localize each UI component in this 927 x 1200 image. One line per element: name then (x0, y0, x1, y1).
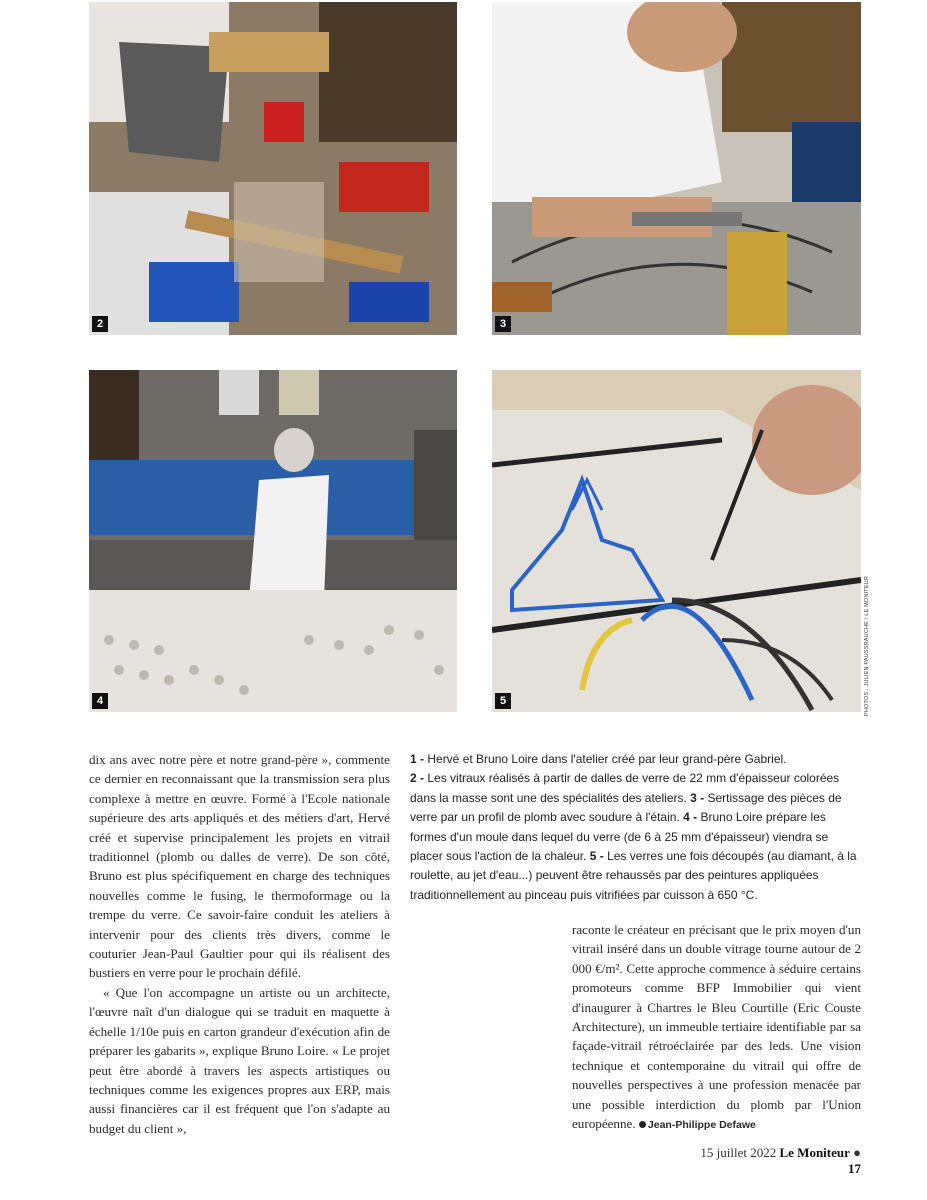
magazine-name: Le Moniteur (779, 1145, 850, 1160)
photo-number: 3 (495, 316, 511, 332)
caption-number: 3 - (690, 790, 705, 805)
photo-4 (89, 370, 457, 712)
page-folio (690, 1145, 861, 1177)
photo-2 (89, 2, 457, 335)
photo-5 (492, 370, 861, 712)
caption-number: 5 - (589, 849, 604, 864)
page-number: 17 (848, 1161, 861, 1176)
caption-number: 4 - (683, 810, 698, 825)
photo-number: 2 (92, 316, 108, 332)
photo-captions (410, 750, 860, 905)
paragraph-text: raconte le créateur en précisant que le prix moyen d'un vitrail inséré dans un double vitrage tourne autour de 2 000 €/m². Cette approche commence à séduire certains promoteurs comme BFP Immobilier qui vient d'inaugurer à Chartres le Bleu Courtille (Eric Couste Architecture), un immeuble tertiaire identifiable par sa façade-vitrail rétroéclairée par des leds. Une vision technique et contemporaine du vitrail qui offre de nouvelles perspectives à une profession menacée par une possible interdiction du plomb par l'Union européenne. (572, 922, 861, 1132)
right-column (572, 920, 861, 1135)
caption-text: Hervé et Bruno Loire dans l'atelier créé par leur grand-père Gabriel. (424, 752, 787, 766)
author-signature: Jean-Philippe Defawe (647, 1119, 756, 1132)
photo-number: 5 (495, 693, 511, 709)
caption-number: 2 - (410, 771, 425, 786)
paragraph: dix ans avec notre père et notre grand-père », commente ce dernier en reconnaissant que la transmission sera plus complexe à mettre en œuvre. Formé à l'Ecole nationale supérieure des arts appliqués et des métiers d'art, Hervé créé et supervise principalement les projets en vitrail traditionnel (plomb ou dalles de verre). De son côté, Bruno est plus spécifiquement en charge des techniques nouvelles comme le fusing, le thermoformage ou la trempe du verre. Ce savoir-faire conduit les ateliers à intervenir pour des clients très divers, comme le couturier Jean-Paul Gaultier pour qui ils réalisent des bustiers en verre pour le prochain défilé. (89, 752, 390, 981)
caption-text: Les verres une fois découpés (au diamant, à la roulette, au jet d'eau...) peuvent être rehaussés par des peintures appliquées traditionnellement au pinceau puis vitrifiées par cuisson à 650 °C. (410, 849, 857, 902)
caption-text: Les vitraux réalisés à partir de dalles de verre de 22 mm d'épaisseur colorées dans la masse sont une des spécialités des ateliers. (410, 771, 840, 805)
caption-text: Sertissage des pièces de verre par un profil de plomb avec soudure à l'étain. (410, 790, 842, 825)
photo-3 (492, 2, 861, 335)
paragraph: « Que l'on accompagne un artiste ou un architecte, l'œuvre naît d'un dialogue qui se traduit en maquette à échelle 1/10e puis en carton grandeur d'exécution afin de préparer les gabarits », explique Bruno Loire. « Le projet peut être abordé à travers les aspects artistiques ou techniques comme les exigences propres aux ERP, mais aussi financières car il est fréquent que l'on s'adapte au budget du client », (89, 984, 390, 1136)
left-column (89, 750, 390, 1138)
issue-date: 15 juillet 2022 (700, 1145, 777, 1160)
photo-credit: PHOTOS : JULIEN PAUSSRAUCHE / LE MONITEUR (864, 575, 870, 716)
caption-text: Bruno Loire prépare les formes d'un moule dans lequel du verre (de 6 à 25 mm d'épaisseur) viendra se placer sous l'action de la chaleur. (410, 810, 829, 864)
paragraph (572, 920, 861, 1135)
end-bullet-icon (639, 1121, 646, 1128)
photo-number: 4 (92, 693, 108, 709)
caption-number: 1 - (410, 752, 425, 766)
bullet-icon: ● (853, 1145, 861, 1160)
